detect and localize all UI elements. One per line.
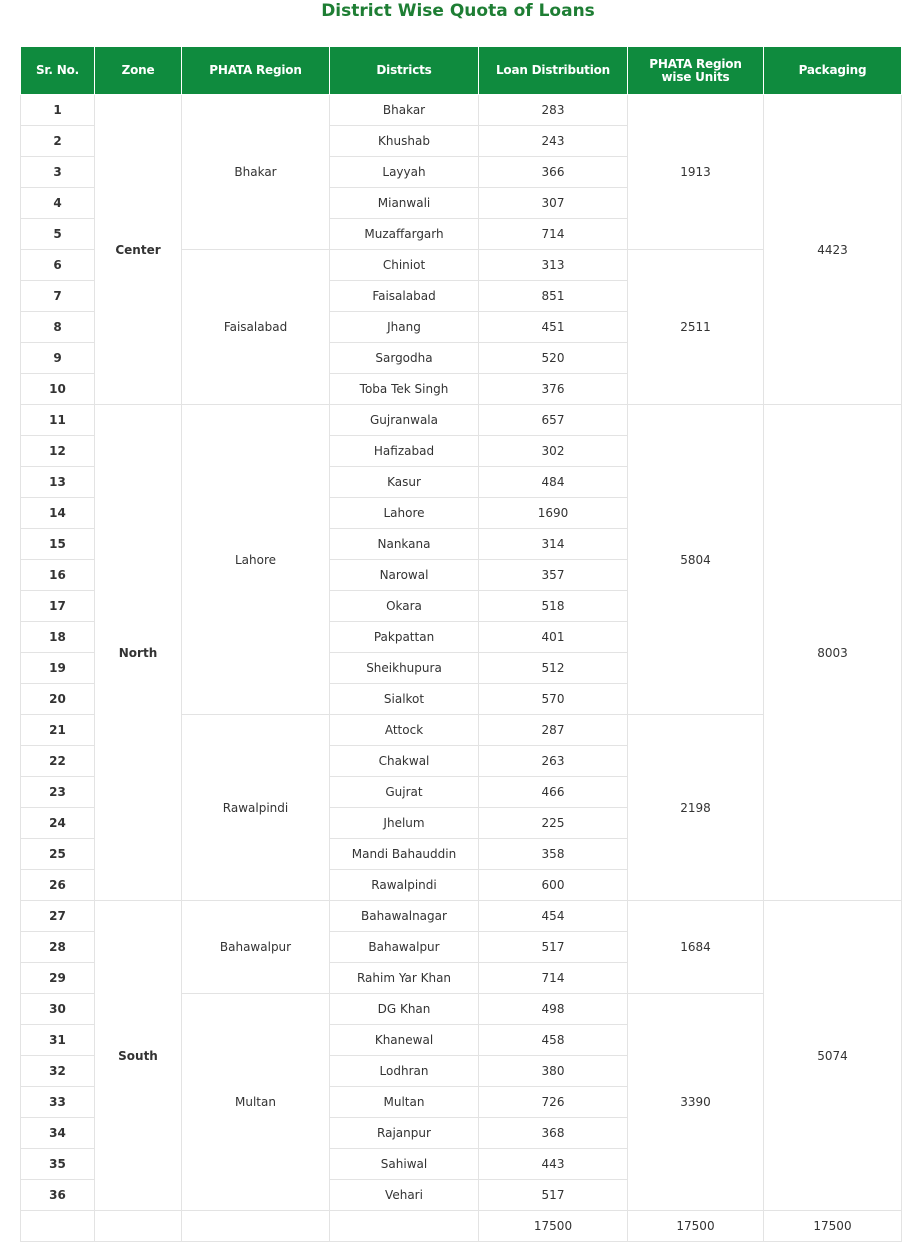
header-districts: Districts <box>330 47 479 95</box>
zone-cell: South <box>95 901 182 1211</box>
loan-cell: 466 <box>479 777 628 808</box>
loan-cell: 380 <box>479 1056 628 1087</box>
total-packaging-cell: 17500 <box>764 1211 902 1242</box>
district-cell: Rahim Yar Khan <box>330 963 479 994</box>
loan-cell: 851 <box>479 281 628 312</box>
sr-no-cell: 13 <box>21 467 95 498</box>
packaging-cell: 5074 <box>764 901 902 1211</box>
sr-no-cell: 30 <box>21 994 95 1025</box>
region-cell: Bahawalpur <box>182 901 330 994</box>
page-title: District Wise Quota of Loans <box>321 1 595 21</box>
district-cell: Nankana <box>330 529 479 560</box>
totals-row <box>21 1211 902 1242</box>
district-cell: Jhelum <box>330 808 479 839</box>
table-row <box>21 95 902 126</box>
loan-cell: 376 <box>479 374 628 405</box>
sr-no-cell: 6 <box>21 250 95 281</box>
sr-no-cell: 14 <box>21 498 95 529</box>
sr-no-cell: 1 <box>21 95 95 126</box>
region-units-cell: 3390 <box>628 994 764 1211</box>
district-cell: Rajanpur <box>330 1118 479 1149</box>
loan-cell: 314 <box>479 529 628 560</box>
packaging-cell: 8003 <box>764 405 902 901</box>
loan-cell: 517 <box>479 1180 628 1211</box>
region-cell: Rawalpindi <box>182 715 330 901</box>
district-cell: Attock <box>330 715 479 746</box>
sr-no-cell: 32 <box>21 1056 95 1087</box>
district-cell: Bahawalnagar <box>330 901 479 932</box>
header-region-units: PHATA Region wise Units <box>628 47 764 95</box>
loan-cell: 600 <box>479 870 628 901</box>
header-sr-no: Sr. No. <box>21 47 95 95</box>
sr-no-cell: 29 <box>21 963 95 994</box>
sr-no-cell: 28 <box>21 932 95 963</box>
sr-no-cell: 17 <box>21 591 95 622</box>
district-cell: Kasur <box>330 467 479 498</box>
sr-no-cell: 11 <box>21 405 95 436</box>
district-cell: Pakpattan <box>330 622 479 653</box>
loan-cell: 498 <box>479 994 628 1025</box>
district-cell: Sheikhupura <box>330 653 479 684</box>
loan-cell: 366 <box>479 157 628 188</box>
sr-no-cell: 27 <box>21 901 95 932</box>
sr-no-cell: 34 <box>21 1118 95 1149</box>
loan-cell: 1690 <box>479 498 628 529</box>
table-row <box>21 405 902 436</box>
district-cell: Chiniot <box>330 250 479 281</box>
district-cell: Chakwal <box>330 746 479 777</box>
sr-no-cell: 33 <box>21 1087 95 1118</box>
district-cell: Layyah <box>330 157 479 188</box>
district-cell: Sialkot <box>330 684 479 715</box>
district-cell: Rawalpindi <box>330 870 479 901</box>
region-units-cell: 5804 <box>628 405 764 715</box>
loan-cell: 458 <box>479 1025 628 1056</box>
sr-no-cell: 31 <box>21 1025 95 1056</box>
region-units-cell: 1913 <box>628 95 764 250</box>
sr-no-cell: 12 <box>21 436 95 467</box>
district-cell: Gujranwala <box>330 405 479 436</box>
total-loan-cell: 17500 <box>479 1211 628 1242</box>
loan-cell: 358 <box>479 839 628 870</box>
district-cell: Gujrat <box>330 777 479 808</box>
sr-no-cell: 3 <box>21 157 95 188</box>
district-cell: DG Khan <box>330 994 479 1025</box>
packaging-cell: 4423 <box>764 95 902 405</box>
region-cell: Multan <box>182 994 330 1211</box>
sr-no-cell: 5 <box>21 219 95 250</box>
header-loan-distribution: Loan Distribution <box>479 47 628 95</box>
district-cell: Jhang <box>330 312 479 343</box>
sr-no-cell: 20 <box>21 684 95 715</box>
loan-cell: 287 <box>479 715 628 746</box>
loan-cell: 443 <box>479 1149 628 1180</box>
region-units-cell: 1684 <box>628 901 764 994</box>
region-units-cell: 2511 <box>628 250 764 405</box>
loan-cell: 263 <box>479 746 628 777</box>
loan-cell: 283 <box>479 95 628 126</box>
loan-cell: 454 <box>479 901 628 932</box>
empty-cell <box>182 1211 330 1242</box>
total-units-cell: 17500 <box>628 1211 764 1242</box>
loan-cell: 512 <box>479 653 628 684</box>
sr-no-cell: 21 <box>21 715 95 746</box>
district-cell: Mianwali <box>330 188 479 219</box>
loan-cell: 520 <box>479 343 628 374</box>
sr-no-cell: 36 <box>21 1180 95 1211</box>
district-cell: Sargodha <box>330 343 479 374</box>
loan-cell: 225 <box>479 808 628 839</box>
district-cell: Khanewal <box>330 1025 479 1056</box>
sr-no-cell: 15 <box>21 529 95 560</box>
district-cell: Sahiwal <box>330 1149 479 1180</box>
empty-cell <box>330 1211 479 1242</box>
empty-cell <box>21 1211 95 1242</box>
sr-no-cell: 22 <box>21 746 95 777</box>
header-packaging: Packaging <box>764 47 902 95</box>
region-cell: Bhakar <box>182 95 330 250</box>
loan-cell: 401 <box>479 622 628 653</box>
loan-cell: 302 <box>479 436 628 467</box>
table-row <box>21 901 902 932</box>
region-cell: Faisalabad <box>182 250 330 405</box>
district-cell: Mandi Bahauddin <box>330 839 479 870</box>
sr-no-cell: 7 <box>21 281 95 312</box>
sr-no-cell: 18 <box>21 622 95 653</box>
loan-cell: 657 <box>479 405 628 436</box>
district-cell: Toba Tek Singh <box>330 374 479 405</box>
district-cell: Bhakar <box>330 95 479 126</box>
loan-cell: 517 <box>479 932 628 963</box>
loan-cell: 313 <box>479 250 628 281</box>
district-cell: Vehari <box>330 1180 479 1211</box>
sr-no-cell: 9 <box>21 343 95 374</box>
loan-cell: 368 <box>479 1118 628 1149</box>
sr-no-cell: 19 <box>21 653 95 684</box>
loan-cell: 307 <box>479 188 628 219</box>
district-cell: Khushab <box>330 126 479 157</box>
zone-cell: Center <box>95 95 182 405</box>
district-cell: Lahore <box>330 498 479 529</box>
district-cell: Faisalabad <box>330 281 479 312</box>
sr-no-cell: 24 <box>21 808 95 839</box>
sr-no-cell: 2 <box>21 126 95 157</box>
quota-table <box>20 46 902 1242</box>
loan-cell: 726 <box>479 1087 628 1118</box>
sr-no-cell: 25 <box>21 839 95 870</box>
district-cell: Multan <box>330 1087 479 1118</box>
sr-no-cell: 35 <box>21 1149 95 1180</box>
loan-cell: 714 <box>479 963 628 994</box>
sr-no-cell: 8 <box>21 312 95 343</box>
loan-cell: 484 <box>479 467 628 498</box>
sr-no-cell: 4 <box>21 188 95 219</box>
header-phata-region: PHATA Region <box>182 47 330 95</box>
table-body <box>21 95 902 1242</box>
sr-no-cell: 10 <box>21 374 95 405</box>
sr-no-cell: 23 <box>21 777 95 808</box>
loan-cell: 570 <box>479 684 628 715</box>
loan-cell: 243 <box>479 126 628 157</box>
district-cell: Bahawalpur <box>330 932 479 963</box>
sr-no-cell: 26 <box>21 870 95 901</box>
loan-cell: 518 <box>479 591 628 622</box>
zone-cell: North <box>95 405 182 901</box>
district-cell: Muzaffargarh <box>330 219 479 250</box>
district-cell: Okara <box>330 591 479 622</box>
loan-cell: 357 <box>479 560 628 591</box>
district-cell: Hafizabad <box>330 436 479 467</box>
table-header-row <box>21 47 902 95</box>
loan-cell: 451 <box>479 312 628 343</box>
district-cell: Narowal <box>330 560 479 591</box>
district-cell: Lodhran <box>330 1056 479 1087</box>
header-zone: Zone <box>95 47 182 95</box>
sr-no-cell: 16 <box>21 560 95 591</box>
region-units-cell: 2198 <box>628 715 764 901</box>
loan-cell: 714 <box>479 219 628 250</box>
empty-cell <box>95 1211 182 1242</box>
region-cell: Lahore <box>182 405 330 715</box>
